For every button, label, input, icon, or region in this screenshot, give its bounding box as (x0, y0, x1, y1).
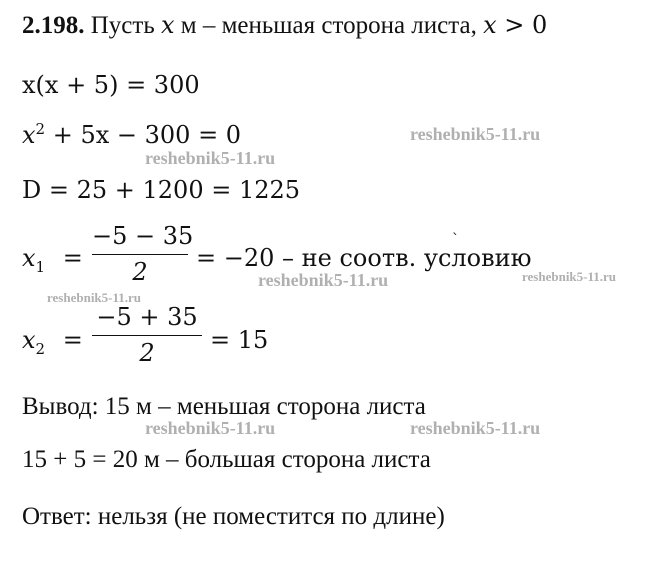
unit-text: м – меньшая сторона листа, (180, 12, 477, 39)
problem-statement (22, 10, 547, 41)
watermark: reshebnik5-11.ru (410, 124, 541, 144)
watermark: reshebnik5-11.ru (522, 269, 617, 284)
x2-result: = 15 (210, 326, 269, 354)
x1-denominator: 2 (132, 258, 148, 286)
x2-label: $x_2$ = (22, 326, 83, 358)
x1-fraction (92, 222, 194, 286)
x1-result: = −20 – не соотв. условию (196, 244, 532, 272)
equation-1: x(x + 5) = 300 (22, 71, 200, 99)
watermark: reshebnik5-11.ru (145, 148, 276, 168)
x1-numerator: −5 − 35 (92, 222, 194, 250)
conclusion-line-1: Вывод: 15 м – меньшая сторона листа (22, 393, 426, 420)
watermark: reshebnik5-11.ru (410, 418, 541, 438)
x2-denominator: 2 (139, 339, 155, 367)
discriminant-equation: D = 25 + 1200 = 1225 (22, 176, 301, 204)
x2-fraction (92, 303, 202, 367)
watermark: reshebnik5-11.ru (47, 290, 142, 305)
watermark: reshebnik5-11.ru (145, 418, 276, 438)
intro-text: Пусть (90, 12, 155, 39)
conclusion-line-2: 15 + 5 = 20 м – большая сторона листа (22, 446, 431, 473)
condition: x > 0 (483, 11, 548, 39)
variable-x: x (160, 11, 175, 39)
equation-2: $x^2 + 5x - 300 = 0$ (22, 120, 242, 149)
watermark: reshebnik5-11.ru (258, 270, 389, 290)
x2-numerator: −5 + 35 (96, 303, 198, 331)
problem-number: 2.198. (22, 12, 85, 39)
answer-line: Ответ: нельзя (не поместится по длине) (22, 503, 445, 530)
x1-label: $x_1$ = (22, 244, 83, 276)
